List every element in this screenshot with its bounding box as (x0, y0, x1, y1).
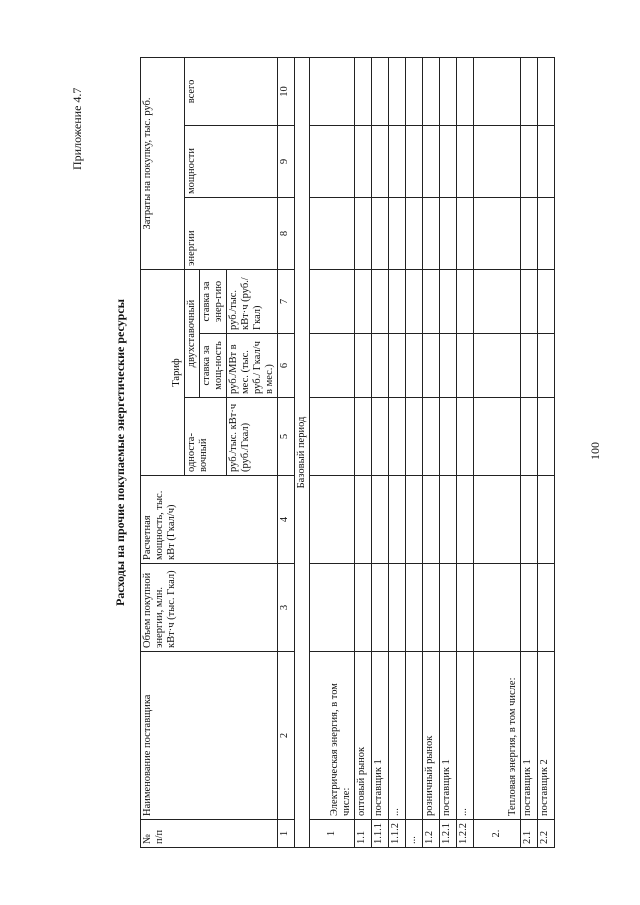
table-row (310, 57, 355, 847)
table-row (457, 57, 474, 847)
table-row (372, 57, 389, 847)
table-row (474, 57, 521, 847)
row-number: 2.1 (521, 820, 538, 848)
row-name: поставщик 2 (538, 652, 555, 820)
table-row (538, 57, 555, 847)
two-rate-header: двухставочный (185, 269, 200, 397)
row-name: поставщик 1 (372, 652, 389, 820)
volume-header: Объем покупной энергии, млн. кВт·ч (тыс. Гкал) (141, 564, 278, 652)
row-name: поставщик 1 (521, 652, 538, 820)
page-number: 100 (588, 442, 602, 460)
col-number: 8 (278, 197, 295, 269)
row-name (406, 652, 423, 820)
row-name: ... (457, 652, 474, 820)
column-number-row (278, 57, 295, 847)
table-row (389, 57, 406, 847)
row-name: поставщик 1 (440, 652, 457, 820)
table-row (521, 57, 538, 847)
period-row (295, 57, 310, 847)
expenses-table (140, 57, 555, 848)
row-number: 2. (474, 820, 521, 848)
power-rate-unit: руб./МВт в мес. (тыс. руб./ Гкал/ч в мес.) (227, 334, 278, 398)
period-label: Базовый период (295, 57, 310, 847)
row-number: 2.2 (538, 820, 555, 848)
num-header: № п/п (141, 820, 278, 848)
supplier-header: Наименование поставщика (141, 652, 278, 820)
row-number: 1.1 (355, 820, 372, 848)
table-row (423, 57, 440, 847)
row-number: 1.2.2 (457, 820, 474, 848)
row-number: 1 (310, 820, 355, 848)
row-number: 1.1.1 (372, 820, 389, 848)
col-number: 4 (278, 476, 295, 564)
row-name: Тепловая энергия, в том числе: (474, 652, 521, 820)
costs-header: Затраты на покупку, тыс. руб. (141, 57, 185, 269)
tariff-header: Тариф (141, 269, 185, 475)
col-number: 1 (278, 820, 295, 848)
col-number: 9 (278, 125, 295, 197)
row-name: оптовый рынок (355, 652, 372, 820)
col-number: 10 (278, 57, 295, 125)
col-number: 5 (278, 398, 295, 476)
table-row (355, 57, 372, 847)
total-cost-header: всего (185, 57, 278, 125)
appendix-label: Приложение 4.7 (70, 87, 84, 170)
row-number: 1.2 (423, 820, 440, 848)
table-row (406, 57, 423, 847)
row-name: Электрическая энергия, в том числе: (310, 652, 355, 820)
col-number: 6 (278, 334, 295, 398)
energy-cost-header: энергии (185, 197, 278, 269)
power-cost-header: мощности (185, 125, 278, 197)
row-name: розничный рынок (423, 652, 440, 820)
one-rate-unit: руб./тыс. кВт·ч (руб./Гкал) (227, 398, 278, 476)
table-row (440, 57, 457, 847)
energy-rate-header: ставка за энер-гию (200, 269, 227, 333)
col-number: 2 (278, 652, 295, 820)
row-name: ... (389, 652, 406, 820)
energy-rate-unit: руб./тыс. кВт·ч (руб./Гкал) (227, 269, 278, 333)
row-number: 1.2.1 (440, 820, 457, 848)
document-title: Расходы на прочие покупаемые энергетические ресурсы (113, 298, 127, 607)
one-rate-header: односта-вочный (185, 398, 227, 476)
col-number: 7 (278, 269, 295, 333)
header-row-1 (141, 57, 185, 847)
row-number: 1.1.2 (389, 820, 406, 848)
capacity-header: Расчетная мощность, тыс. кВт (Гкал/ч) (141, 476, 278, 564)
row-number: ... (406, 820, 423, 848)
power-rate-header: ставка за мощ-ность (200, 334, 227, 398)
col-number: 3 (278, 564, 295, 652)
